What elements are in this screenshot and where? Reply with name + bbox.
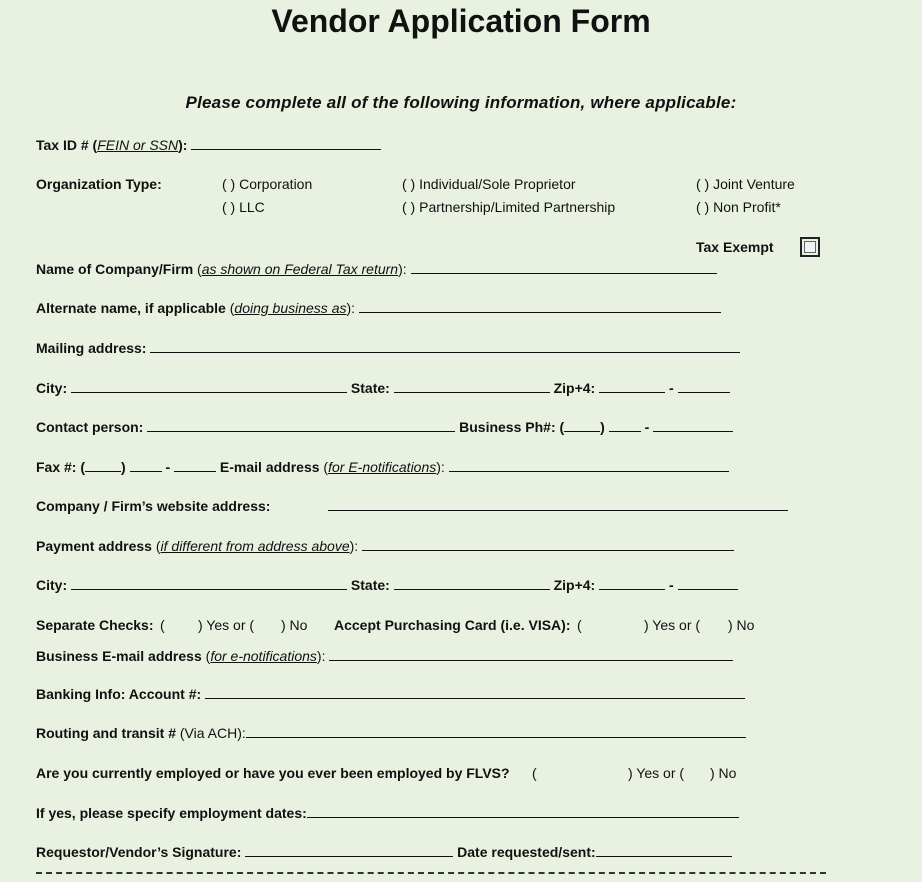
tear-line [36,872,826,874]
phone-area-field[interactable] [564,417,600,432]
org-option-sole-proprietor[interactable]: ( ) Individual/Sole Proprietor [402,176,576,192]
tax-id-row [36,134,381,156]
alt-name-note: doing business as [234,300,347,316]
state1-label: State: [350,380,390,396]
city2-field[interactable] [71,575,347,590]
tax-id-paren: FEIN or SSN [97,137,179,153]
org-option-llc[interactable]: ( ) LLC [222,199,265,215]
org-option-non-profit[interactable]: ( ) Non Profit* [696,199,781,215]
payment-note: if different from address above [160,538,350,554]
phone-label: Business Ph#: ( [459,419,565,435]
tax-exempt-checkbox[interactable] [800,237,820,257]
zip1-label: Zip+4: [553,380,596,396]
checks-label: Separate Checks: [36,617,154,633]
fax-area-field[interactable] [85,457,121,472]
email-field[interactable] [449,457,729,472]
email-note: for E-notifications [328,459,437,475]
phone-prefix-field[interactable] [609,417,641,432]
card-no[interactable]: ) No [728,617,755,633]
bemail-label: Business E-mail address [36,648,202,664]
city1-field[interactable] [71,378,347,393]
alt-name-label: Alternate name, if applicable [36,300,226,316]
bemail-note: for e-notifications [210,648,317,664]
checks-open[interactable]: ( [160,617,165,633]
tax-id-tail: ): [178,137,188,153]
zip2-label: Zip+4: [553,577,596,593]
payment-label: Payment address [36,538,152,554]
payment-field[interactable] [362,536,734,551]
state2-label: State: [350,577,390,593]
card-label: Accept Purchasing Card (i.e. VISA): [334,617,571,633]
tax-exempt-label: Tax Exempt [696,239,774,255]
zip1-field[interactable] [599,378,665,393]
date-sent-field[interactable] [596,842,732,857]
org-option-joint-venture[interactable]: ( ) Joint Venture [696,176,795,192]
contact-field[interactable] [147,417,455,432]
tax-id-field[interactable] [191,135,381,150]
flvs-yes[interactable]: ) Yes or ( [628,765,685,781]
banking-label: Banking Info: Account #: [36,686,202,702]
fax-close: ) [121,459,126,475]
mailing-field[interactable] [150,338,740,353]
org-option-corporation[interactable]: ( ) Corporation [222,176,313,192]
state2-field[interactable] [394,575,550,590]
zip1-ext-field[interactable] [678,378,730,393]
form-subtitle: Please complete all of the following information, where applicable: [185,93,737,112]
city2-label: City: [36,577,68,593]
checks-yes[interactable]: ) Yes or ( [198,617,255,633]
signature-label: Requestor/Vendor’s Signature: [36,844,242,860]
fax-prefix-field[interactable] [130,457,162,472]
email-label: E-mail address [219,459,320,475]
routing-field[interactable] [246,723,746,738]
alt-name-field[interactable] [359,298,721,313]
tax-id-label: Tax ID # ( [36,137,98,153]
fax-line-field[interactable] [174,457,216,472]
contact-label: Contact person: [36,419,144,435]
banking-field[interactable] [205,684,745,699]
card-yes[interactable]: ) Yes or ( [644,617,701,633]
zip2-field[interactable] [599,575,665,590]
company-note: as shown on Federal Tax return [201,261,399,277]
dates-field[interactable] [307,803,739,818]
state1-field[interactable] [394,378,550,393]
company-field[interactable] [411,259,717,274]
checks-no[interactable]: ) No [281,617,308,633]
city1-label: City: [36,380,68,396]
date-sent-label: Date requested/sent: [457,844,596,860]
flvs-open[interactable]: ( [532,765,537,781]
flvs-no[interactable]: ) No [710,765,737,781]
dates-label: If yes, please specify employment dates: [36,805,307,821]
routing-note: (Via ACH): [179,725,246,741]
website-label: Company / Firm’s website address: [36,498,271,514]
fax-label: Fax #: ( [36,459,86,475]
bemail-field[interactable] [329,646,733,661]
card-open[interactable]: ( [577,617,582,633]
phone-dash: - [644,419,650,435]
org-type-label: Organization Type: [36,176,162,192]
zip2-ext-field[interactable] [678,575,738,590]
company-label: Name of Company/Firm [36,261,194,277]
zip1-dash: - [669,380,674,396]
signature-field[interactable] [245,842,453,857]
fax-dash: - [165,459,171,475]
routing-label: Routing and transit # [36,725,176,741]
form-title: Vendor Application Form [271,3,651,39]
org-option-partnership[interactable]: ( ) Partnership/Limited Partnership [402,199,616,215]
flvs-label: Are you currently employed or have you ever been employed by FLVS? [36,765,510,781]
website-field[interactable] [328,496,788,511]
mailing-label: Mailing address: [36,340,147,356]
phone-close: ) [600,419,605,435]
phone-line-field[interactable] [653,417,733,432]
zip2-dash: - [669,577,674,593]
